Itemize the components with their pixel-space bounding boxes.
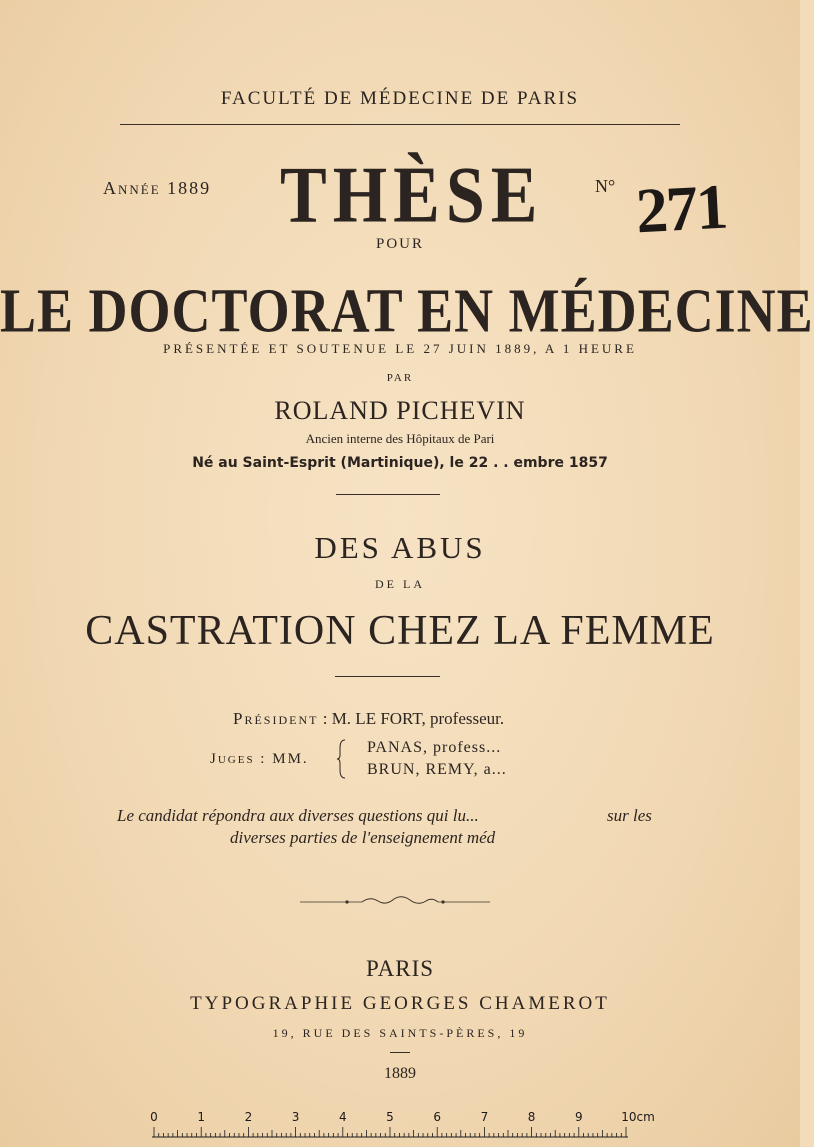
scale-label: 3	[291, 1110, 300, 1124]
scale-bar	[150, 1108, 655, 1138]
president-value: M. LE FORT, professeur.	[331, 709, 505, 728]
scale-label: 6	[433, 1110, 442, 1124]
birth-line: Né au Saint-Esprit (Martinique), le 22 . . embre 1857	[192, 455, 608, 471]
subject-line-3: CASTRATION CHEZ LA FEMME	[85, 608, 715, 654]
year-label: Année 1889	[103, 178, 212, 198]
judges-label: Juges : MM.	[210, 751, 309, 767]
scale-label: 1	[197, 1110, 206, 1124]
scale-label: 0	[150, 1110, 158, 1124]
president-line	[233, 709, 504, 729]
number-label: N°	[595, 176, 616, 196]
presentation-line: PRÉSENTÉE ET SOUTENUE LE 27 JUIN 1889, A 1 HEURE	[163, 341, 637, 356]
scale-label: 7	[480, 1110, 489, 1124]
author-name: ROLAND PICHEVIN	[274, 396, 526, 425]
imprint-city: PARIS	[365, 956, 435, 981]
president-label: Président	[233, 709, 319, 728]
scale-label: 10cm	[621, 1110, 655, 1124]
subject-line-1: DES ABUS	[314, 530, 486, 565]
separator-rule	[336, 494, 440, 495]
imprint-year: 1889	[384, 1065, 416, 1082]
imprint-address: 19, RUE DES SAINTS-PÈRES, 19	[272, 1026, 528, 1040]
president-separator: :	[322, 709, 328, 728]
pour-label: POUR	[375, 236, 424, 252]
header-rule	[120, 124, 680, 125]
author-title: Ancien interne des Hôpitaux de Pari	[305, 431, 495, 446]
imprint-rule	[390, 1052, 410, 1053]
par-label: PAR	[386, 372, 414, 384]
imprint-printer: TYPOGRAPHIE GEORGES CHAMEROT	[190, 993, 610, 1014]
faculty-header: FACULTÉ DE MÉDECINE DE PARIS	[220, 88, 580, 109]
ornament-divider	[300, 893, 490, 909]
candidate-note-line-2: diverses parties de l'enseignement méd	[230, 828, 496, 847]
scale-label: 5	[386, 1110, 394, 1124]
candidate-note-line-1b: sur les	[607, 806, 652, 825]
scale-label: 4	[338, 1110, 347, 1124]
scale-label: 8	[527, 1110, 536, 1124]
degree-title: LE DOCTORAT EN MÉDECINE	[0, 276, 814, 346]
candidate-note-line-1a: Le candidat répondra aux diverses questions qui lu...	[117, 806, 479, 825]
thesis-number-stamp: 271	[634, 170, 728, 247]
scale-label: 2	[244, 1110, 253, 1124]
judges-line-1: PANAS, profess...	[367, 739, 502, 756]
scale-label: 9	[574, 1110, 583, 1124]
subject-line-2: DE LA	[375, 577, 425, 591]
thesis-title: THÈSE	[280, 151, 544, 240]
judges-brace	[336, 738, 348, 780]
judges-line-2: BRUN, REMY, a...	[367, 761, 507, 778]
separator-rule-2	[335, 676, 440, 677]
